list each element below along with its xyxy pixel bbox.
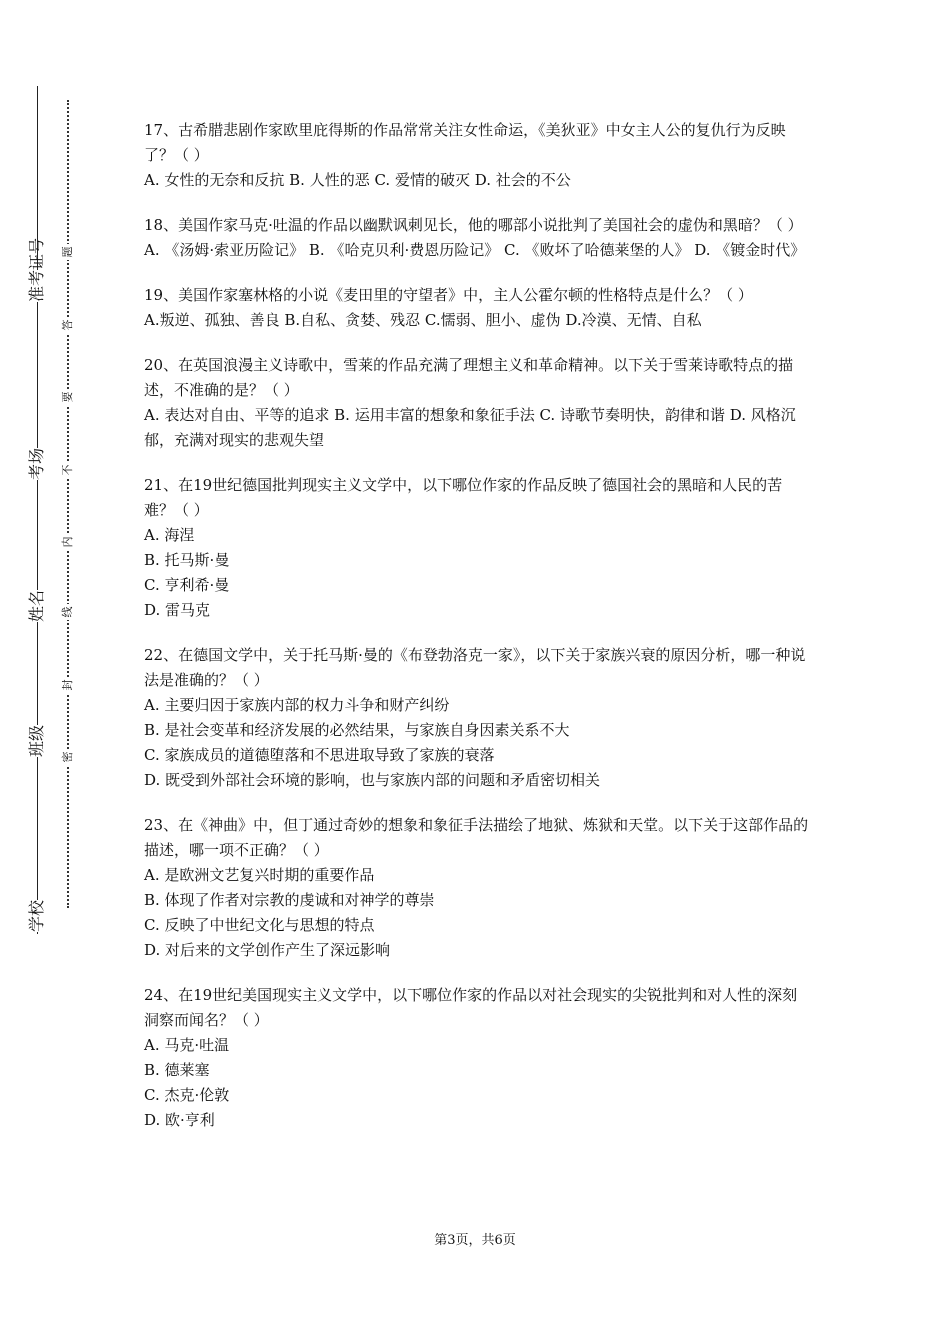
binding-line-dotted: [67, 100, 69, 908]
question-19: [144, 283, 812, 333]
option-a: A. 主要归因于家族内部的权力斗争和财产纠纷: [144, 696, 450, 714]
seal-char: 封: [61, 677, 75, 693]
option-d: D. 对后来的文学创作产生了深远影响: [144, 941, 391, 959]
seal-char: 不: [61, 462, 75, 478]
option-c: C. 杰克·伦敦: [144, 1086, 230, 1104]
question-stem: 19、美国作家塞林格的小说《麦田里的守望者》中，主人公霍尔顿的性格特点是什么？（ ）: [144, 286, 753, 304]
binding-line-solid: [37, 86, 38, 934]
question-options: A.叛逆、孤独、善良 B.自私、贪婪、残忍 C.懦弱、胆小、虚伪 D.冷漠、无情、自私: [144, 311, 702, 329]
option-d: D. 雷马克: [144, 601, 211, 619]
label-name: 姓名: [21, 590, 53, 622]
question-stem: 21、在19世纪德国批判现实主义文学中，以下哪位作家的作品反映了德国社会的黑暗和人民的苦难？（ ）: [144, 476, 783, 519]
page-number: 第3页，共6页: [434, 1233, 516, 1248]
question-stem: 23、在《神曲》中，但丁通过奇妙的想象和象征手法描绘了地狱、炼狱和天堂。以下关于这部作品的描述，哪一项不正确？（ ）: [144, 816, 809, 859]
option-b: B. 德莱塞: [144, 1061, 210, 1079]
question-stem: 17、古希腊悲剧作家欧里庇得斯的作品常常关注女性命运，《美狄亚》中女主人公的复仇行为反映了？（ ）: [144, 121, 786, 164]
label-class: 班级: [21, 725, 53, 757]
label-exam-number: 准考证号: [21, 270, 53, 302]
option-c: C. 亨利希·曼: [144, 576, 230, 594]
seal-char: 密: [61, 749, 75, 765]
seal-char: 答: [61, 317, 75, 333]
label-school: 学校: [21, 900, 53, 932]
seal-char: 题: [61, 244, 75, 260]
question-21: [144, 473, 812, 623]
question-stem: 24、在19世纪美国现实主义文学中，以下哪位作家的作品以对社会现实的尖锐批判和对人性的深刻洞察而闻名？（ ）: [144, 986, 798, 1029]
option-a: A. 马克·吐温: [144, 1036, 230, 1054]
question-options: A. 《汤姆·索亚历险记》 B. 《哈克贝利·费恩历险记》 C. 《败坏了哈德莱堡的人》 D. 《镀金时代》: [144, 241, 806, 259]
option-c: C. 反映了中世纪文化与思想的特点: [144, 916, 375, 934]
question-18: [144, 213, 812, 263]
question-stem: 18、美国作家马克·吐温的作品以幽默讽刺见长，他的哪部小说批判了美国社会的虚伪和黑暗？（ ）: [144, 216, 803, 234]
question-options: A. 女性的无奈和反抗 B. 人性的恶 C. 爱情的破灭 D. 社会的不公: [144, 171, 571, 189]
question-24: [144, 983, 812, 1133]
question-stem: 20、在英国浪漫主义诗歌中，雪莱的作品充满了理想主义和革命精神。以下关于雪莱诗歌特点的描述，不准确的是？（ ）: [144, 356, 794, 399]
option-a: A. 海涅: [144, 526, 195, 544]
question-23: [144, 813, 812, 963]
option-d: D. 既受到外部社会环境的影响，也与家族内部的问题和矛盾密切相关: [144, 771, 601, 789]
question-list: [144, 118, 812, 1153]
question-17: [144, 118, 812, 193]
question-22: [144, 643, 812, 793]
label-exam-room: 考场: [21, 448, 53, 480]
seal-char: 内: [61, 534, 75, 550]
option-b: B. 是社会变革和经济发展的必然结果，与家族自身因素关系不大: [144, 721, 570, 739]
question-stem: 22、在德国文学中，关于托马斯·曼的《布登勃洛克一家》，以下关于家族兴衰的原因分析，哪一种说法是准确的？（ ）: [144, 646, 806, 689]
question-20: [144, 353, 812, 453]
option-d: D. 欧·亨利: [144, 1111, 215, 1129]
option-b: B. 托马斯·曼: [144, 551, 230, 569]
seal-char: 要: [61, 389, 75, 405]
question-options: A. 表达对自由、平等的追求 B. 运用丰富的想象和象征手法 C. 诗歌节奏明快，韵律和谐 D. 风格沉郁，充满对现实的悲观失望: [144, 406, 796, 449]
seal-char: 线: [61, 604, 75, 620]
option-a: A. 是欧洲文艺复兴时期的重要作品: [144, 866, 375, 884]
option-c: C. 家族成员的道德堕落和不思进取导致了家族的衰落: [144, 746, 495, 764]
option-b: B. 体现了作者对宗教的虔诚和对神学的尊崇: [144, 891, 435, 909]
